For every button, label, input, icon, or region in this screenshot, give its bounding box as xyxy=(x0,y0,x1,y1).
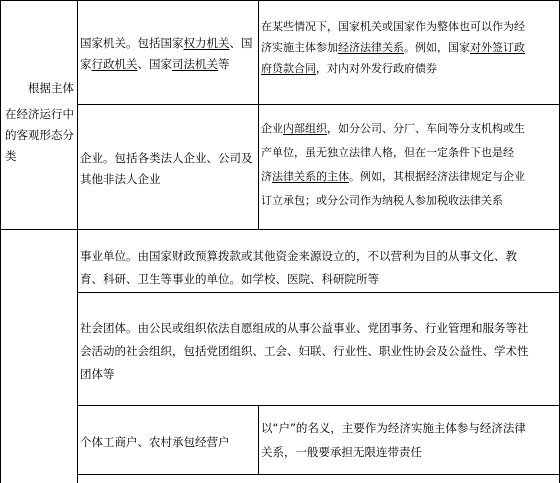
section-divider xyxy=(0,229,560,230)
row-divider xyxy=(77,474,560,475)
column-divider xyxy=(258,0,259,229)
row-divider xyxy=(77,104,560,105)
label-column-divider xyxy=(77,0,78,483)
table-border-left xyxy=(0,0,1,483)
row-divider xyxy=(77,405,560,406)
row-divider xyxy=(77,292,560,293)
column-divider xyxy=(258,405,259,474)
table-border-top xyxy=(0,0,560,1)
